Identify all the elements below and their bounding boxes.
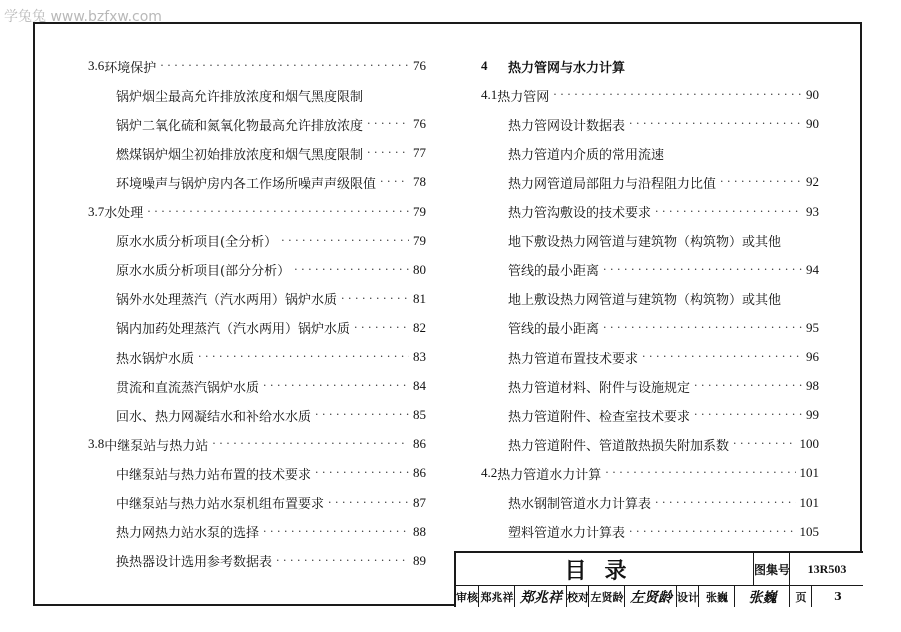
toc-entry-label: 环境保护 [104,60,157,76]
toc-entry-page: 81 [413,290,426,306]
toc-entry-label: 管线的最小距离 [508,264,600,280]
leader-dots [603,259,802,281]
toc-entry-label: 原水水质分析项目(部分分析） [116,264,291,280]
toc-entry[interactable] [116,288,426,310]
leader-dots [603,317,802,339]
toc-entry[interactable] [508,288,819,310]
toc-entry-label: 热力管网设计数据表 [508,118,626,134]
toc-entry[interactable] [116,375,426,397]
toc-entry-page: 79 [413,203,426,219]
toc-entry-number: 3.6 [88,58,105,73]
toc-entry-label: 塑料管道水力计算表 [508,526,626,542]
toc-entry[interactable] [508,404,819,426]
toc-entry[interactable] [116,171,426,193]
toc-entry-label: 锅炉二氧化硫和氮氧化物最高允许排放浓度 [116,118,364,134]
leader-dots [263,375,409,397]
toc-entry[interactable] [116,550,426,572]
toc-entry-page: 101 [799,494,819,510]
toc-entry-page: 105 [799,523,819,539]
toc-entry-page: 86 [413,436,426,452]
toc-entry-label: 热力管道附件、检查室技术要求 [508,409,691,425]
toc-entry-label: 贯流和直流蒸汽锅炉水质 [116,380,260,396]
check-label: 校对 [566,586,589,607]
page-label: 页 [789,586,812,607]
toc-entry-label: 热力网热力站水泵的选择 [116,526,260,542]
toc-entry-label: 管线的最小距离 [508,322,600,338]
design-label: 设计 [676,586,699,607]
toc-entry-page: 94 [806,261,819,277]
toc-entry[interactable] [508,433,819,455]
toc-entry[interactable] [116,84,426,106]
leader-dots [281,230,409,252]
leader-dots [720,171,802,193]
leader-dots [629,521,795,543]
leader-dots [655,201,802,223]
toc-entry-label: 环境噪声与锅炉房内各工作场所噪声声级限值 [116,176,377,192]
toc-entry-page: 76 [413,116,426,132]
toc-entry-label: 热水钢制管道水力计算表 [508,497,652,512]
toc-entry-label: 锅炉烟尘最高允许排放浓度和烟气黑度限制 [116,89,364,105]
toc-entry-number: 4.1 [481,87,498,103]
toc-entry-page: 90 [806,87,819,103]
leader-dots [294,259,409,281]
toc-entry-page: 78 [413,174,426,190]
toc-entry-label: 热力管网 [497,89,550,105]
leader-dots [328,492,409,514]
toc-entry-page: 92 [806,174,819,190]
toc-entry[interactable] [116,492,426,514]
toc-entry-label: 热力管道材料、附件与设施规定 [508,380,691,396]
toc-entry-label: 热力网管道局部阻力与沿程阻力比值 [508,176,717,192]
toc-entry-page: 76 [413,58,426,73]
toc-entry[interactable] [508,201,819,223]
toc-entry[interactable] [508,317,819,339]
toc-entry-page: 83 [413,349,426,364]
toc-entry[interactable] [508,142,819,164]
toc-entry-page: 101 [799,465,819,481]
toc-entry-label: 锅内加药处理蒸汽（汽水两用）锅炉水质 [116,322,351,338]
toc-entry[interactable] [116,230,426,252]
toc-entry-label: 热力管网与水力计算 [508,60,626,76]
toc-entry-label: 原水水质分析项目(全分析） [116,235,278,251]
review-name: 郑兆祥 [478,586,515,607]
toc-entry[interactable] [116,113,426,135]
toc-entry-number: 3.8 [88,436,105,452]
toc-entry-label: 热力管道布置技术要求 [508,351,639,367]
review-label: 审核 [456,590,478,604]
toc-entry-page: 80 [413,261,426,277]
leader-dots [642,346,802,368]
leader-dots [341,288,409,310]
leader-dots [263,521,409,543]
toc-entry-label: 热力管道水力计算 [497,467,602,483]
toc-entry-number: 3.7 [88,203,105,219]
toc-entry-label: 水处理 [104,206,144,221]
toc-entry-label: 中继泵站与热力站布置的技术要求 [116,467,312,483]
toc-entry-label: 热力管沟敷设的技术要求 [508,206,652,221]
leader-dots [553,84,802,106]
drawing-frame [33,22,862,606]
leader-dots [367,113,409,135]
toc-entry-label: 中继泵站与热力站 [104,438,209,454]
page-value: 3 [811,586,864,607]
toc-entry-page: 90 [806,116,819,132]
toc-entry[interactable] [88,433,426,455]
toc-entry-page: 77 [413,145,426,161]
toc-entry[interactable] [116,521,426,543]
atlas-number-value: 13R503 [789,553,864,585]
watermark: 学兔兔 www.bzfxw.com [4,9,162,25]
leader-dots [315,462,409,484]
toc-entry-page: 87 [413,494,426,510]
toc-entry-number: 4 [481,58,488,73]
toc-entry[interactable] [508,346,819,368]
toc-entry-page: 98 [806,378,819,394]
toc-entry[interactable] [116,142,426,164]
design-signature: 张巍 [734,586,790,607]
leader-dots [276,550,409,572]
toc-entry-page: 99 [806,407,819,423]
leader-dots [212,433,409,455]
toc-entry-page: 95 [806,319,819,335]
toc-entry[interactable] [116,404,426,426]
toc-entry-label: 换热器设计选用参考数据表 [116,555,273,571]
leader-dots [694,404,802,426]
toc-entry-page: 85 [413,407,426,423]
leader-dots [147,201,409,223]
toc-entry[interactable] [116,317,426,339]
toc-entry[interactable] [88,55,426,77]
title-block [454,551,863,607]
leader-dots [198,346,409,368]
leader-dots [160,55,409,77]
toc-entry-page: 82 [413,319,426,335]
leader-dots [733,433,795,455]
toc-entry-label: 回水、热力网凝结水和补给水水质 [116,409,312,425]
toc-entry-page: 96 [806,349,819,364]
toc-entry[interactable] [88,201,426,223]
design-name: 张巍 [698,586,735,607]
leader-dots [655,492,795,514]
review-signature: 郑兆祥 [514,586,567,607]
toc-entry-label: 热力管道内介质的常用流速 [508,147,665,163]
toc-entry[interactable] [481,462,819,484]
toc-entry-page: 86 [413,465,426,481]
toc-entry[interactable] [508,171,819,193]
toc-entry-page: 89 [413,552,426,568]
toc-entry[interactable] [508,230,819,252]
leader-dots [315,404,409,426]
leader-dots [605,462,795,484]
toc-entry[interactable] [508,521,819,543]
check-name: 左贤龄 [588,586,625,607]
toc-entry[interactable] [116,462,426,484]
toc-entry[interactable] [508,113,819,135]
toc-entry[interactable] [116,259,426,281]
atlas-number-label: 图集号 [753,553,790,585]
toc-entry[interactable] [508,492,819,514]
toc-entry-label: 地上敷设热力网管道与建筑物（构筑物）或其他 [508,293,782,309]
leader-dots [367,142,409,164]
toc-entry-page: 88 [413,523,426,539]
leader-dots [380,171,409,193]
toc-entry-label: 锅外水处理蒸汽（汽水两用）锅炉水质 [116,293,338,309]
toc-entry-label: 热力管道附件、管道散热损失附加系数 [508,438,730,454]
toc-entry[interactable] [508,375,819,397]
toc-entry-label: 燃煤锅炉烟尘初始排放浓度和烟气黑度限制 [116,147,364,163]
leader-dots [354,317,409,339]
toc-entry-number: 4.2 [481,465,498,481]
toc-entry[interactable] [481,84,819,106]
toc-entry-label: 中继泵站与热力站水泵机组布置要求 [116,497,325,512]
toc-entry-label: 地下敷设热力网管道与建筑物（构筑物）或其他 [508,235,782,251]
toc-entry-label: 热水锅炉水质 [116,351,195,367]
leader-dots [629,113,802,135]
check-signature: 左贤龄 [624,586,677,607]
toc-entry-page: 79 [413,232,426,248]
leader-dots [694,375,802,397]
title-block-title: 目录 [564,557,645,584]
toc-entry-page: 100 [799,436,819,452]
toc-entry[interactable] [116,346,426,368]
toc-entry[interactable] [508,259,819,281]
toc-entry-page: 93 [806,203,819,219]
toc-entry[interactable] [481,55,819,77]
toc-entry-page: 84 [413,378,426,394]
